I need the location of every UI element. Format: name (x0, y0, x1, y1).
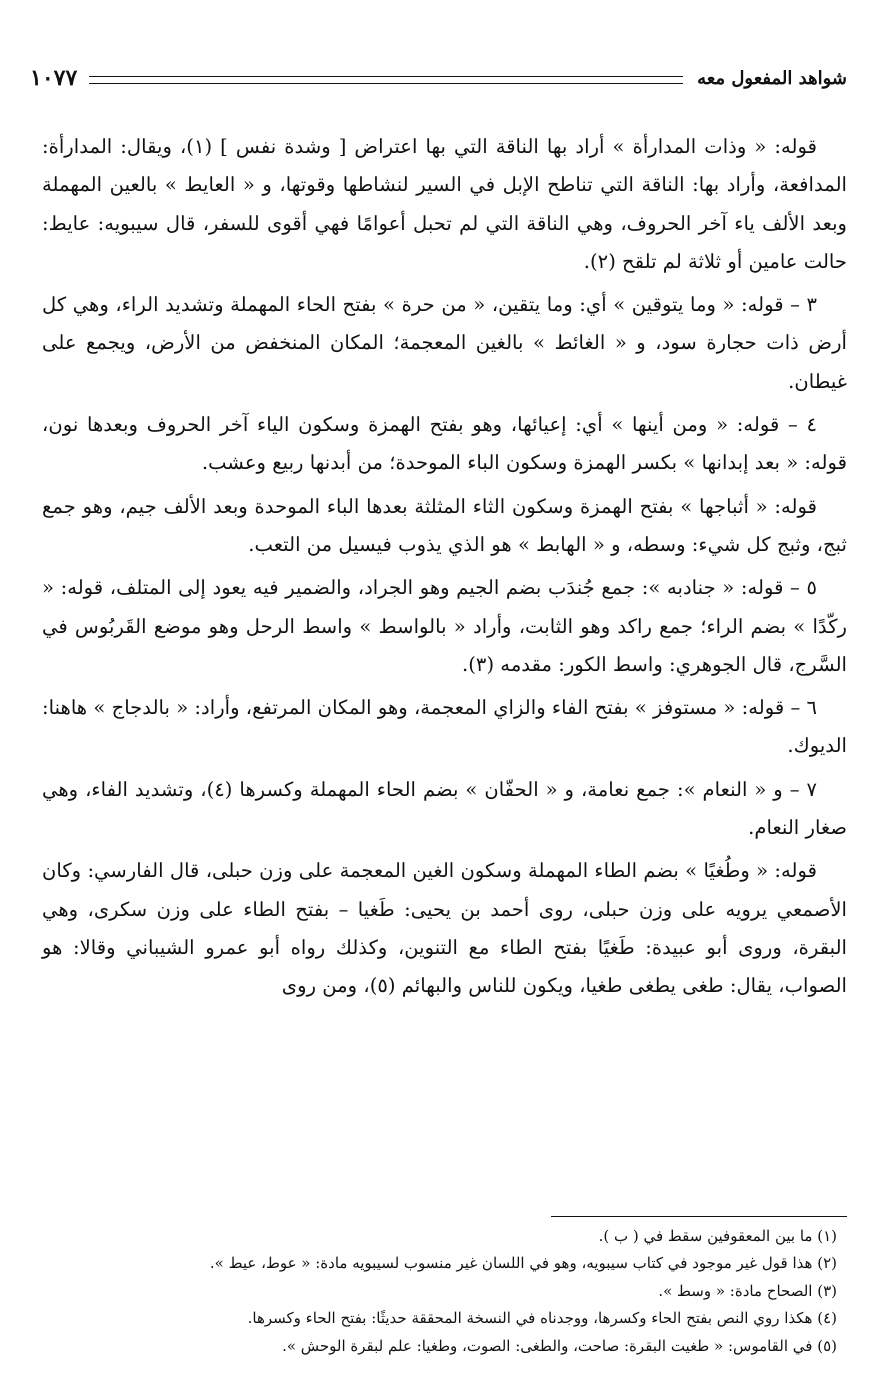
paragraph-2: ٣ – قوله: « وما يتوقين » أي: وما يتقين، « من حرة » بفتح الحاء المهملة وتشديد الراء، وهي كل أرض ذات حجارة سود، و « الغائط » بالغين المعجمة؛ المكان المنخفض من الأرض، ويجمع على غيطان. (42, 293, 847, 393)
running-header (30, 58, 847, 98)
footnote-separator (551, 1216, 847, 1217)
paragraph-8: قوله: « وطُغيًا » بضم الطاء المهملة وسكون الغين المعجمة على وزن حبلى، قال الفارسي: وكان الأصمعي يرويه على وزن حبلى، روى أحمد بن يحيى: طَغيا – بفتح الطاء على وزن سكرى، وهي البقرة، وروى أبو عبيدة: طَغيًا بفتح الطاء مع التنوين، وكذلك رواه أبو عمرو الشيباني وقالا: هو الصواب، يقال: طغى يطغى طغيا، ويكون للناس والبهائم (٥)، ومن روى (42, 859, 847, 998)
footnotes (42, 1223, 847, 1360)
paragraph-4: قوله: « أثباجها » بفتح الهمزة وسكون الثاء المثلثة بعدها الباء الموحدة وبعد الألف جيم، وهو جمع ثبج، وثبج كل شيء: وسطه، و « الهابط » هو الذي يذوب فيسيل من التعب. (42, 494, 847, 556)
paragraph-7: ٧ – و « النعام »: جمع نعامة، و « الحفّان » بضم الحاء المهملة وكسرها (٤)، وتشديد الفاء، وهي صغار النعام. (42, 777, 847, 840)
paragraph-3: ٤ – قوله: « ومن أينها » أي: إعيائها، وهو بفتح الهمزة وسكون الياء آخر الحروف وبعدها نون، قوله: « بعد إبدانها » بكسر الهمزة وسكون الباء الموحدة؛ من أبدنها ربيع وعشب. (42, 413, 847, 475)
page-number: ١٠٧٧ (30, 65, 78, 91)
paragraph-1: قوله: « وذات المدارأة » أراد بها الناقة التي بها اعتراض [ وشدة نفس ] (١)، ويقال: المدارأة: المدافعة، وأراد بها: الناقة التي تناطح الإبل في السير لنشاطها وقوتها، و « العايط » بالعين المهملة وبعد الألف ياء آخر الحروف، وهي الناقة التي لم تحبل أعوامًا فهي أقوى للسفر، قال سيبويه: عايط: حالت عامين أو ثلاثة لم تلقح (٢). (42, 135, 847, 273)
footnote-3: (٣) الصحاح مادة: « وسط ». (658, 1281, 837, 1300)
footnote-1: (١) ما بين المعقوفين سقط في ( ب ). (598, 1227, 837, 1245)
running-title: شواهد المفعول معه (697, 67, 847, 89)
paragraph-6: ٦ – قوله: « مستوفز » بفتح الفاء والزاي المعجمة، وهو المكان المرتفع، وأراد: « بالدجاج » هاهنا: الديوك. (42, 696, 847, 758)
footnote-5: (٥) في القاموس: « طغيت البقرة: صاحت، والطغى: الصوت، وطغيا: علم لبقرة الوحش ». (282, 1336, 837, 1355)
body-text (42, 128, 847, 1011)
footnote-4: (٤) هكذا روي النص بفتح الحاء وكسرها، ووجدناه في النسخة المحققة حديثًا: بفتح الحاء وكسرها. (247, 1309, 837, 1328)
header-double-rule (89, 76, 683, 84)
paragraph-5: ٥ – قوله: « جنادبه »: جمع جُندَب بضم الجيم وهو الجراد، والضمير فيه يعود إلى المتلف، قوله: « ركّدًا » بضم الراء؛ جمع راكد وهو الثابت، وأراد « بالواسط » واسط الرحل وهو موضع القَربُوس في السَّرج، قال الجوهري: واسط الكور: مقدمه (٣). (42, 576, 847, 676)
footnote-2: (٢) هذا قول غير موجود في كتاب سيبويه، وهو في اللسان غير منسوب لسيبويه مادة: « عوط، عيط ». (209, 1254, 837, 1273)
